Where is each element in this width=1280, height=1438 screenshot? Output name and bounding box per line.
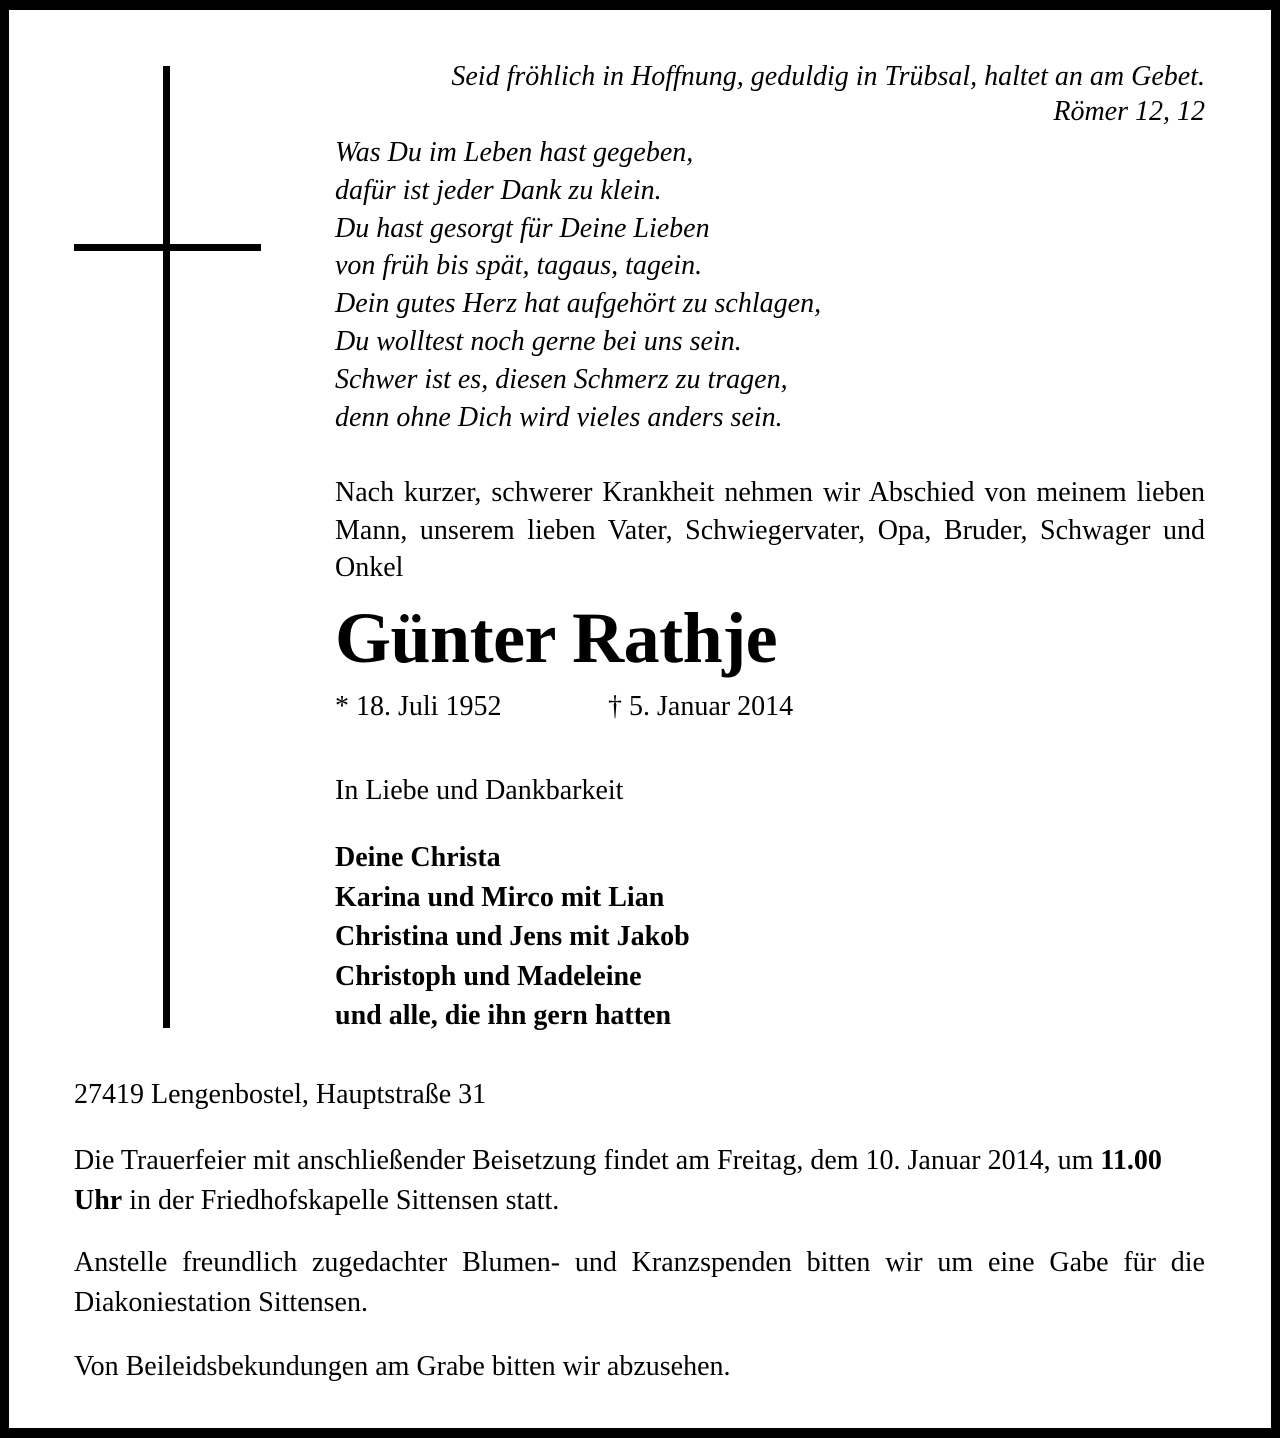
poem [335, 134, 1205, 436]
bible-verse-reference: Römer 12, 12 [1053, 96, 1205, 127]
family-member: Christina und Jens mit Jakob [335, 921, 690, 952]
condolence-note: Von Beileidsbekundungen am Grabe bitten wir abzusehen. [74, 1351, 731, 1382]
closing-line: In Liebe und Dankbarkeit [335, 775, 624, 806]
funeral-text-after: in der Friedhofskapelle Sittensen statt. [122, 1185, 560, 1216]
family-member: und alle, die ihn gern hatten [335, 1000, 672, 1031]
poem-line: denn ohne Dich wird vieles anders sein. [335, 401, 783, 433]
cross-icon-vertical-bar [163, 66, 170, 1028]
family-member: Christoph und Madeleine [335, 960, 642, 992]
funeral-time: 11.00 Uhr [74, 1145, 1162, 1216]
birth-date: * 18. Juli 1952 [335, 691, 502, 722]
family-member: Karina und Mirco mit Lian [335, 881, 665, 913]
poem-line: Du wolltest noch gerne bei uns sein. [335, 325, 742, 357]
poem-line: Schwer ist es, diesen Schmerz zu tragen, [335, 363, 788, 395]
poem-line: dafür ist jeder Dank zu klein. [335, 174, 662, 206]
farewell-intro: Nach kurzer, schwerer Krankheit nehmen wir Abschied von meinem lieben Mann, unserem lieben Vater, Schwiegervater, Opa, Bruder, Schwager und Onkel [335, 477, 1205, 583]
donation-request: Anstelle freundlich zugedachter Blumen- und Kranzspenden bitten wir um eine Gabe für die Diakoniestation Sittensen. [74, 1247, 1205, 1318]
address: 27419 Lengenbostel, Hauptstraße 31 [74, 1079, 487, 1110]
family-signatures [335, 838, 690, 1036]
cross-icon-horizontal-bar [74, 244, 261, 251]
deceased-name: Günter Rathje [335, 598, 778, 678]
bible-verse: Seid fröhlich in Hoffnung, geduldig in Trübsal, haltet an am Gebet. [451, 61, 1205, 92]
poem-line: Du hast gesorgt für Deine Lieben [335, 212, 710, 244]
poem-line: Was Du im Leben hast gegeben, [335, 137, 694, 168]
funeral-text-before: Die Trauerfeier mit anschließender Beisetzung findet am Freitag, dem 10. Januar 2014, um [74, 1145, 1101, 1176]
death-date: † 5. Januar 2014 [608, 691, 794, 722]
funeral-notice [74, 1141, 1205, 1221]
poem-line: von früh bis spät, tagaus, tagein. [335, 250, 703, 282]
poem-line: Dein gutes Herz hat aufgehört zu schlagen, [335, 288, 822, 320]
family-member: Deine Christa [335, 842, 501, 873]
